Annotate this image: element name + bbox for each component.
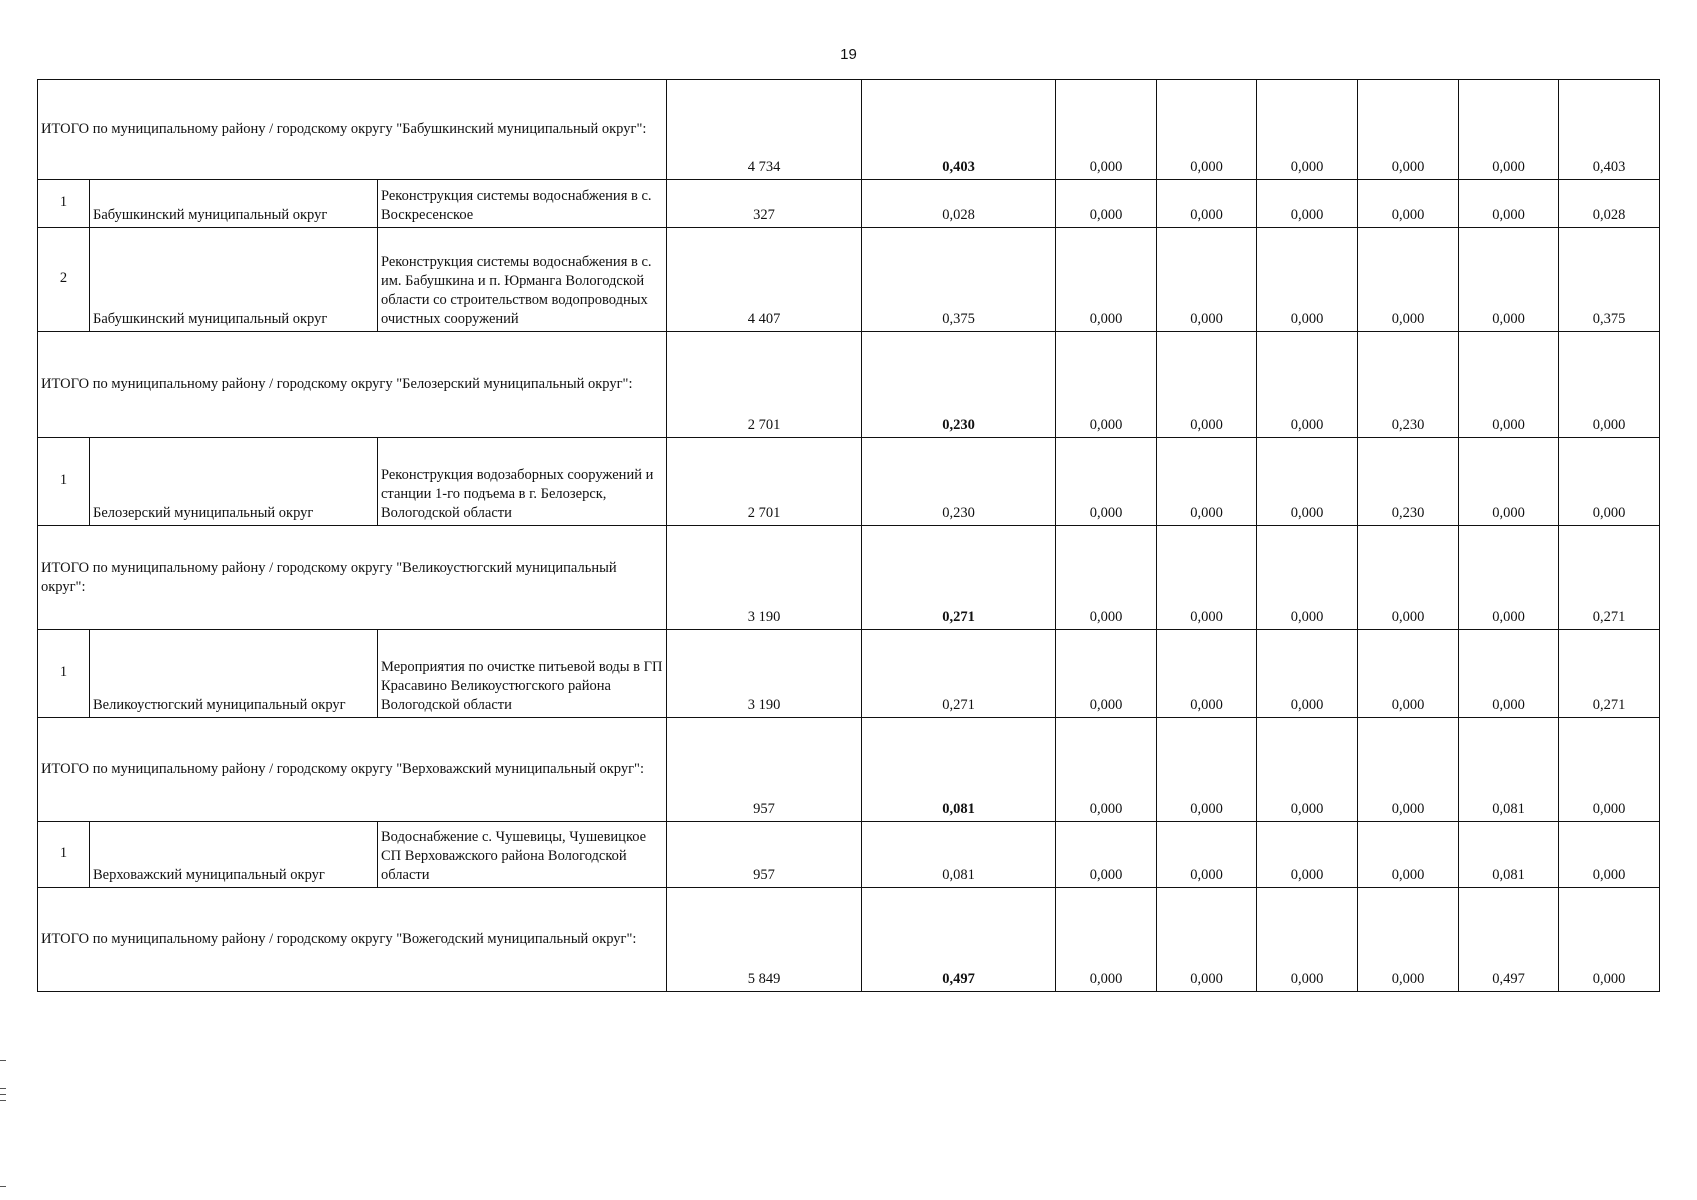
value-cell: 0,000 xyxy=(1358,228,1459,332)
margin-mark xyxy=(0,1100,6,1101)
margin-mark xyxy=(0,1186,6,1187)
total-value-cell: 0,081 xyxy=(1459,718,1559,822)
row-index: 1 xyxy=(38,438,90,526)
total-value-cell: 0,000 xyxy=(1358,526,1459,630)
project-name: Реконструкция системы водоснабжения в с. Воскресенское xyxy=(378,180,667,228)
total-value-cell: 0,000 xyxy=(1358,80,1459,180)
row-index: 1 xyxy=(38,822,90,888)
total-value-cell: 5 849 xyxy=(667,888,862,992)
total-value-cell: 0,000 xyxy=(1459,526,1559,630)
total-value-cell: 0,271 xyxy=(862,526,1056,630)
table-body xyxy=(38,80,1660,992)
value-cell: 327 xyxy=(667,180,862,228)
total-value-cell: 0,000 xyxy=(1257,526,1358,630)
total-value-cell: 0,000 xyxy=(1459,332,1559,438)
value-cell: 0,000 xyxy=(1257,822,1358,888)
value-cell: 0,000 xyxy=(1157,180,1257,228)
total-value-cell: 0,000 xyxy=(1056,526,1157,630)
value-cell: 0,000 xyxy=(1459,180,1559,228)
total-value-cell: 0,497 xyxy=(862,888,1056,992)
value-cell: 0,000 xyxy=(1257,228,1358,332)
total-row xyxy=(38,80,1660,180)
value-cell: 0,000 xyxy=(1056,180,1157,228)
value-cell: 0,271 xyxy=(1559,630,1660,718)
total-value-cell: 0,000 xyxy=(1559,332,1660,438)
table-row xyxy=(38,630,1660,718)
total-label: ИТОГО по муниципальному району / городскому округу "Белозерский муниципальный округ": xyxy=(38,332,667,438)
total-row xyxy=(38,888,1660,992)
total-value-cell: 0,000 xyxy=(1157,526,1257,630)
total-value-cell: 0,497 xyxy=(1459,888,1559,992)
margin-mark xyxy=(0,1088,6,1089)
project-name: Реконструкция водозаборных сооружений и станции 1-го подъема в г. Белозерск, Вологодской области xyxy=(378,438,667,526)
total-value-cell: 0,000 xyxy=(1056,888,1157,992)
total-value-cell: 4 734 xyxy=(667,80,862,180)
value-cell: 0,000 xyxy=(1157,438,1257,526)
total-value-cell: 957 xyxy=(667,718,862,822)
value-cell: 0,000 xyxy=(1157,228,1257,332)
total-value-cell: 0,081 xyxy=(862,718,1056,822)
total-value-cell: 0,230 xyxy=(862,332,1056,438)
value-cell: 2 701 xyxy=(667,438,862,526)
value-cell: 0,271 xyxy=(862,630,1056,718)
district-name: Верховажский муниципальный округ xyxy=(90,822,378,888)
value-cell: 0,028 xyxy=(1559,180,1660,228)
total-value-cell: 0,000 xyxy=(1358,718,1459,822)
district-name: Белозерский муниципальный округ xyxy=(90,438,378,526)
value-cell: 0,000 xyxy=(1056,438,1157,526)
value-cell: 0,000 xyxy=(1056,822,1157,888)
total-value-cell: 0,000 xyxy=(1559,718,1660,822)
margin-mark xyxy=(0,1094,6,1095)
total-value-cell: 0,000 xyxy=(1157,718,1257,822)
total-value-cell: 0,000 xyxy=(1157,888,1257,992)
project-name: Мероприятия по очистке питьевой воды в ГП Красавино Великоустюгского района Вологодской области xyxy=(378,630,667,718)
table-row xyxy=(38,438,1660,526)
total-value-cell: 0,000 xyxy=(1559,888,1660,992)
total-row xyxy=(38,332,1660,438)
total-value-cell: 0,230 xyxy=(1358,332,1459,438)
table-row xyxy=(38,822,1660,888)
row-index: 1 xyxy=(38,630,90,718)
value-cell: 0,000 xyxy=(1559,822,1660,888)
total-value-cell: 0,403 xyxy=(862,80,1056,180)
total-value-cell: 0,000 xyxy=(1257,718,1358,822)
total-label: ИТОГО по муниципальному району / городскому округу "Великоустюгский муниципальный округ": xyxy=(38,526,667,630)
value-cell: 0,081 xyxy=(862,822,1056,888)
value-cell: 0,000 xyxy=(1257,438,1358,526)
value-cell: 0,000 xyxy=(1559,438,1660,526)
total-value-cell: 0,271 xyxy=(1559,526,1660,630)
value-cell: 0,000 xyxy=(1157,630,1257,718)
total-value-cell: 0,000 xyxy=(1157,332,1257,438)
total-value-cell: 0,000 xyxy=(1257,332,1358,438)
value-cell: 0,000 xyxy=(1358,822,1459,888)
total-value-cell: 0,000 xyxy=(1056,718,1157,822)
row-index: 2 xyxy=(38,228,90,332)
total-value-cell: 2 701 xyxy=(667,332,862,438)
total-value-cell: 0,000 xyxy=(1257,80,1358,180)
total-value-cell: 0,000 xyxy=(1358,888,1459,992)
value-cell: 0,000 xyxy=(1157,822,1257,888)
value-cell: 0,000 xyxy=(1358,630,1459,718)
project-name: Реконструкция системы водоснабжения в с. им. Бабушкина и п. Юрманга Вологодской области со строительством водопроводных очистных сооружений xyxy=(378,228,667,332)
total-value-cell: 0,000 xyxy=(1056,80,1157,180)
total-row xyxy=(38,718,1660,822)
value-cell: 0,000 xyxy=(1459,438,1559,526)
value-cell: 0,000 xyxy=(1056,630,1157,718)
value-cell: 0,230 xyxy=(862,438,1056,526)
margin-mark xyxy=(0,1060,6,1061)
value-cell: 0,375 xyxy=(862,228,1056,332)
total-value-cell: 0,000 xyxy=(1257,888,1358,992)
value-cell: 3 190 xyxy=(667,630,862,718)
district-name: Бабушкинский муниципальный округ xyxy=(90,228,378,332)
value-cell: 0,000 xyxy=(1459,630,1559,718)
value-cell: 0,375 xyxy=(1559,228,1660,332)
district-name: Великоустюгский муниципальный округ xyxy=(90,630,378,718)
value-cell: 0,000 xyxy=(1459,228,1559,332)
total-label: ИТОГО по муниципальному району / городскому округу "Верховажский муниципальный округ": xyxy=(38,718,667,822)
total-value-cell: 0,000 xyxy=(1157,80,1257,180)
value-cell: 0,000 xyxy=(1257,180,1358,228)
total-row xyxy=(38,526,1660,630)
value-cell: 0,230 xyxy=(1358,438,1459,526)
table-row xyxy=(38,228,1660,332)
total-value-cell: 0,403 xyxy=(1559,80,1660,180)
total-value-cell: 0,000 xyxy=(1056,332,1157,438)
row-index: 1 xyxy=(38,180,90,228)
value-cell: 4 407 xyxy=(667,228,862,332)
value-cell: 0,081 xyxy=(1459,822,1559,888)
page-number: 19 xyxy=(840,46,857,63)
district-name: Бабушкинский муниципальный округ xyxy=(90,180,378,228)
value-cell: 957 xyxy=(667,822,862,888)
value-cell: 0,000 xyxy=(1257,630,1358,718)
table-row xyxy=(38,180,1660,228)
value-cell: 0,000 xyxy=(1056,228,1157,332)
value-cell: 0,000 xyxy=(1358,180,1459,228)
total-label: ИТОГО по муниципальному району / городскому округу "Бабушкинский муниципальный округ": xyxy=(38,80,667,180)
project-name: Водоснабжение с. Чушевицы, Чушевицкое СП Верховажского района Вологодской области xyxy=(378,822,667,888)
value-cell: 0,028 xyxy=(862,180,1056,228)
total-value-cell: 3 190 xyxy=(667,526,862,630)
total-value-cell: 0,000 xyxy=(1459,80,1559,180)
total-label: ИТОГО по муниципальному району / городскому округу "Вожегодский муниципальный округ": xyxy=(38,888,667,992)
budget-table xyxy=(37,79,1660,992)
